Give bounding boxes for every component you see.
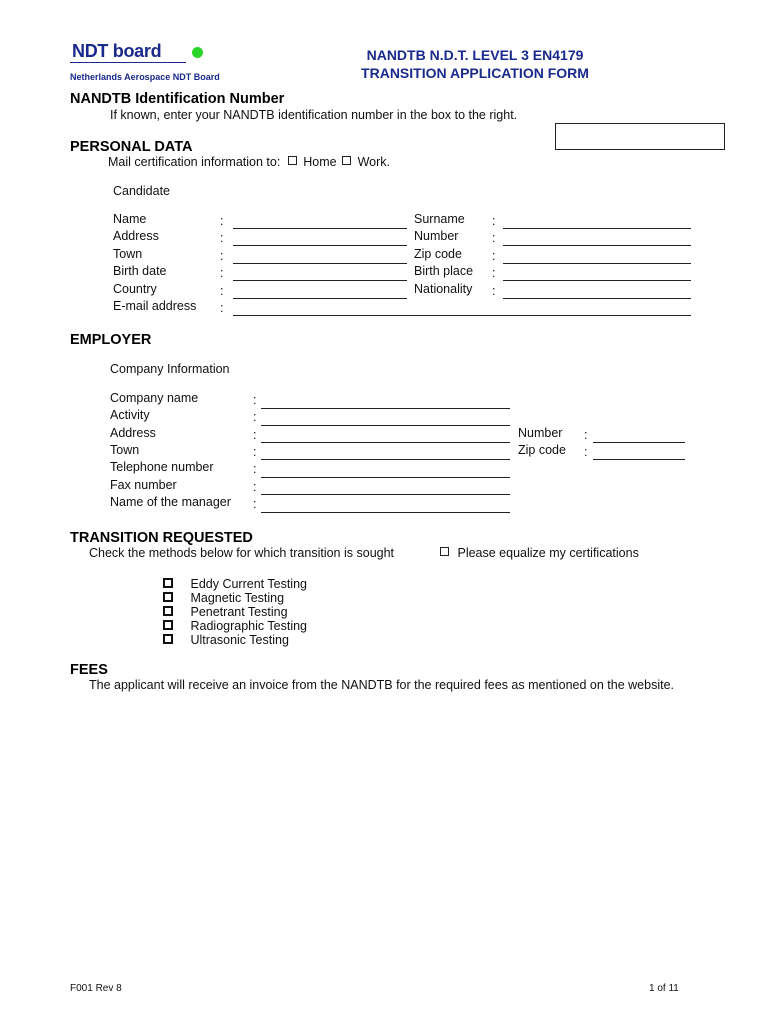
mail-certification-label: Mail certification information to: (108, 155, 281, 169)
candidate-zip-code-label: Zip code (414, 247, 462, 261)
company-town-label: Town (110, 443, 140, 457)
colon: : (253, 445, 257, 459)
company-manager-label: Name of the manager (110, 495, 231, 509)
logo-subtitle: Netherlands Aerospace NDT Board (70, 72, 220, 82)
candidate-birth-date-field[interactable] (233, 280, 407, 281)
company-zip-code-label: Zip code (518, 443, 566, 457)
candidate-number-label: Number (414, 229, 459, 243)
candidate-address-label: Address (113, 229, 159, 243)
colon: : (492, 231, 496, 245)
company-fax-label: Fax number (110, 478, 177, 492)
candidate-name-field[interactable] (233, 228, 407, 229)
colon: : (220, 214, 224, 228)
personal-data-heading: PERSONAL DATA (70, 139, 193, 155)
company-zip-code-field[interactable] (593, 459, 685, 460)
employer-heading: EMPLOYER (70, 332, 152, 348)
colon: : (584, 428, 588, 442)
candidate-name-label: Name (113, 212, 147, 226)
colon: : (492, 266, 496, 280)
company-town-field[interactable] (261, 459, 510, 460)
candidate-birth-place-label: Birth place (414, 264, 474, 278)
candidate-number-field[interactable] (503, 245, 691, 246)
candidate-email-label: E-mail address (113, 299, 197, 313)
footer-page-number: 1 of 11 (649, 983, 679, 994)
home-option-label: Home (303, 155, 337, 169)
fees-text: The applicant will receive an invoice from the NANDTB for the required fees as mentioned on the website. (89, 678, 675, 692)
logo-text: NDT board (72, 41, 162, 61)
candidate-label: Candidate (113, 184, 170, 198)
penetrant-checkbox[interactable] (163, 606, 173, 616)
ultrasonic-checkbox[interactable] (163, 634, 173, 644)
colon: : (584, 445, 588, 459)
company-name-field[interactable] (261, 408, 510, 409)
company-fax-field[interactable] (261, 494, 510, 495)
company-number-label: Number (518, 426, 563, 440)
radiographic-label: Radiographic Testing (190, 619, 307, 633)
colon: : (253, 462, 257, 476)
penetrant-label: Penetrant Testing (190, 605, 288, 619)
candidate-town-label: Town (113, 247, 143, 261)
logo-underline (70, 62, 186, 63)
colon: : (220, 249, 224, 263)
colon: : (492, 284, 496, 298)
fees-heading: FEES (70, 662, 108, 678)
method-row-eddy-current (163, 577, 307, 591)
colon: : (253, 480, 257, 494)
document-title-line-2: TRANSITION APPLICATION FORM (361, 65, 589, 81)
method-row-magnetic (163, 591, 284, 605)
colon: : (253, 428, 257, 442)
identification-number-box[interactable] (555, 123, 725, 150)
identification-heading: NANDTB Identification Number (70, 91, 285, 107)
method-row-penetrant (163, 605, 288, 619)
colon: : (220, 301, 224, 315)
eddy-current-checkbox[interactable] (163, 578, 173, 588)
magnetic-label: Magnetic Testing (190, 591, 285, 605)
colon: : (253, 497, 257, 511)
colon: : (220, 266, 224, 280)
company-activity-label: Activity (110, 408, 150, 422)
company-name-label: Company name (110, 391, 199, 405)
candidate-zip-code-field[interactable] (503, 263, 691, 264)
candidate-nationality-field[interactable] (503, 298, 691, 299)
home-checkbox[interactable] (288, 156, 297, 165)
equalize-label: Please equalize my certifications (457, 546, 639, 560)
colon: : (220, 231, 224, 245)
method-row-radiographic (163, 619, 307, 633)
document-title (320, 46, 630, 82)
candidate-country-label: Country (113, 282, 157, 296)
company-manager-field[interactable] (261, 512, 510, 513)
colon: : (253, 410, 257, 424)
colon: : (492, 249, 496, 263)
candidate-birth-date-label: Birth date (113, 264, 167, 278)
document-title-line-1: NANDTB N.D.T. LEVEL 3 EN4179 (366, 47, 584, 63)
equalize-checkbox[interactable] (440, 547, 449, 556)
company-information-label: Company Information (110, 362, 230, 376)
method-row-ultrasonic (163, 633, 289, 647)
candidate-country-field[interactable] (233, 298, 407, 299)
candidate-surname-label: Surname (414, 212, 465, 226)
candidate-town-field[interactable] (233, 263, 407, 264)
equalize-row (440, 546, 639, 560)
colon: : (492, 214, 496, 228)
eddy-current-label: Eddy Current Testing (190, 577, 307, 591)
work-option-label: Work. (357, 155, 390, 169)
radiographic-checkbox[interactable] (163, 620, 173, 630)
company-address-label: Address (110, 426, 156, 440)
transition-heading: TRANSITION REQUESTED (70, 530, 253, 546)
ultrasonic-label: Ultrasonic Testing (190, 633, 289, 647)
company-telephone-field[interactable] (261, 477, 510, 478)
identification-instruction: If known, enter your NANDTB identification number in the box to the right. (110, 108, 518, 122)
magnetic-checkbox[interactable] (163, 592, 173, 602)
company-activity-field[interactable] (261, 425, 510, 426)
candidate-nationality-label: Nationality (414, 282, 473, 296)
candidate-address-field[interactable] (233, 245, 407, 246)
company-number-field[interactable] (593, 442, 685, 443)
mail-certification-row (108, 155, 390, 169)
colon: : (253, 393, 257, 407)
candidate-surname-field[interactable] (503, 228, 691, 229)
footer-revision: F001 Rev 8 (70, 983, 122, 994)
candidate-birth-place-field[interactable] (503, 280, 691, 281)
logo-dot-icon (192, 47, 203, 58)
candidate-email-field[interactable] (233, 315, 691, 316)
colon: : (220, 284, 224, 298)
company-address-field[interactable] (261, 442, 510, 443)
transition-instruction: Check the methods below for which transition is sought (89, 546, 395, 560)
work-checkbox[interactable] (342, 156, 351, 165)
company-telephone-label: Telephone number (110, 460, 214, 474)
